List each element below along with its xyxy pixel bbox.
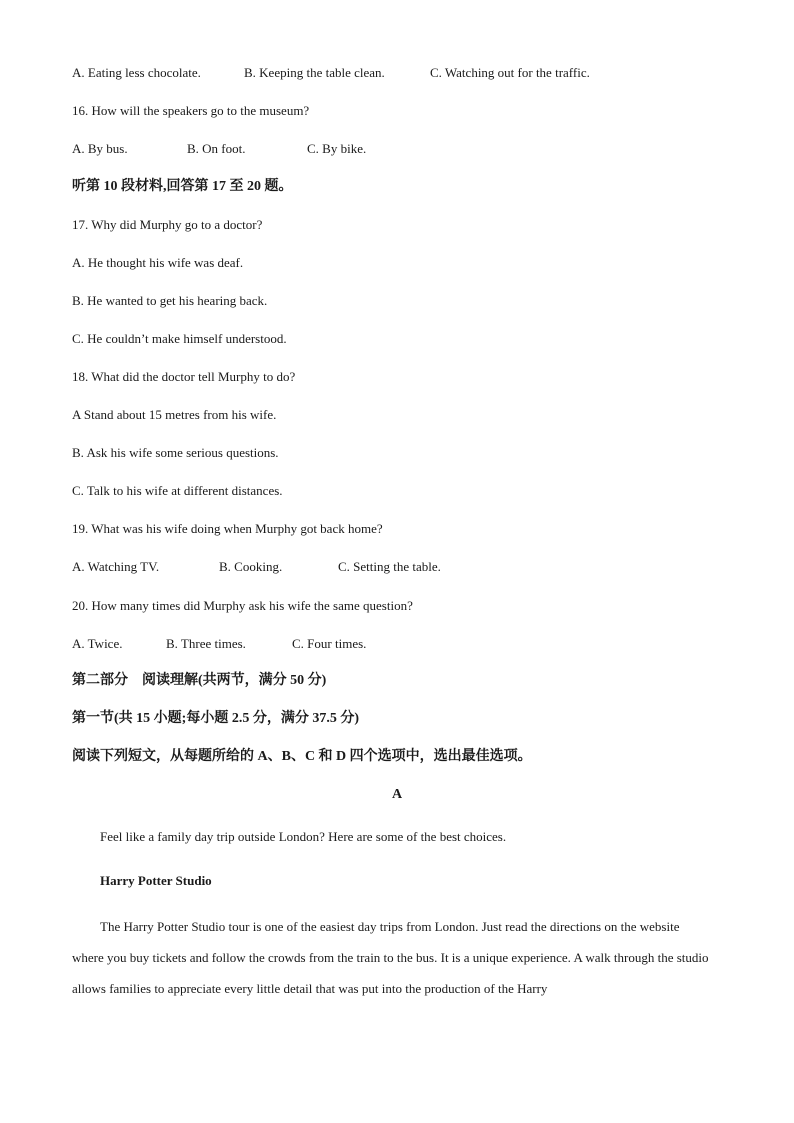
q19-question: 19. What was his wife doing when Murphy got back home?	[72, 521, 383, 536]
q20-option-b: B. Three times.	[166, 636, 246, 651]
q17-option-b: B. He wanted to get his hearing back.	[72, 293, 268, 308]
q18-question: 18. What did the doctor tell Murphy to do?	[72, 369, 296, 384]
q16-option-b: B. On foot.	[187, 141, 246, 156]
q20-question: 20. How many times did Murphy ask his wife the same question?	[72, 598, 413, 613]
passage-heading: Harry Potter Studio	[100, 873, 212, 888]
q16-options	[72, 141, 366, 157]
passage-intro: Feel like a family day trip outside London? Here are some of the best choices.	[100, 829, 507, 844]
q18-option-b: B. Ask his wife some serious questions.	[72, 445, 279, 460]
passage-body: The Harry Potter Studio tour is one of the easiest day trips from London. Just read the directions on the website where you buy tickets and follow the crowds from the train to the bus. It is a unique experience. A walk through the studio allows families to appreciate every little detail that was put into the production of the Harry	[72, 919, 709, 996]
q16-option-c: C. By bike.	[307, 141, 367, 156]
q20-option-a: A. Twice.	[72, 636, 123, 651]
q16-question: 16. How will the speakers go to the museum?	[72, 103, 310, 118]
passage-letter: A	[391, 787, 403, 802]
q17-question: 17. Why did Murphy go to a doctor?	[72, 217, 263, 232]
q20-options	[72, 636, 366, 652]
part2-title: 第二部分 阅读理解(共两节，满分 50 分)	[72, 673, 327, 688]
q15-option-a: A. Eating less chocolate.	[72, 65, 201, 80]
instructions: 阅读下列短文，从每题所给的 A、B、C 和 D 四个选项中，选出最佳选项。	[72, 749, 532, 764]
q19-option-c: C. Setting the table.	[338, 559, 441, 574]
q17-option-a: A. He thought his wife was deaf.	[72, 255, 244, 270]
q19-option-a: A. Watching TV.	[72, 559, 160, 574]
q15-option-b: B. Keeping the table clean.	[244, 65, 385, 80]
q19-options	[72, 559, 441, 575]
q19-option-b: B. Cooking.	[219, 559, 283, 574]
q20-option-c: C. Four times.	[292, 636, 367, 651]
q18-option-c: C. Talk to his wife at different distances.	[72, 483, 283, 498]
q16-option-a: A. By bus.	[72, 141, 128, 156]
q17-option-c: C. He couldn’t make himself understood.	[72, 331, 287, 346]
q18-option-a: A Stand about 15 metres from his wife.	[72, 407, 277, 422]
q15-options	[72, 65, 590, 81]
q15-option-c: C. Watching out for the traffic.	[430, 65, 590, 80]
section1-title: 第一节(共 15 小题;每小题 2.5 分，满分 37.5 分)	[72, 711, 359, 726]
section-10-header: 听第 10 段材料,回答第 17 至 20 题。	[72, 179, 293, 194]
